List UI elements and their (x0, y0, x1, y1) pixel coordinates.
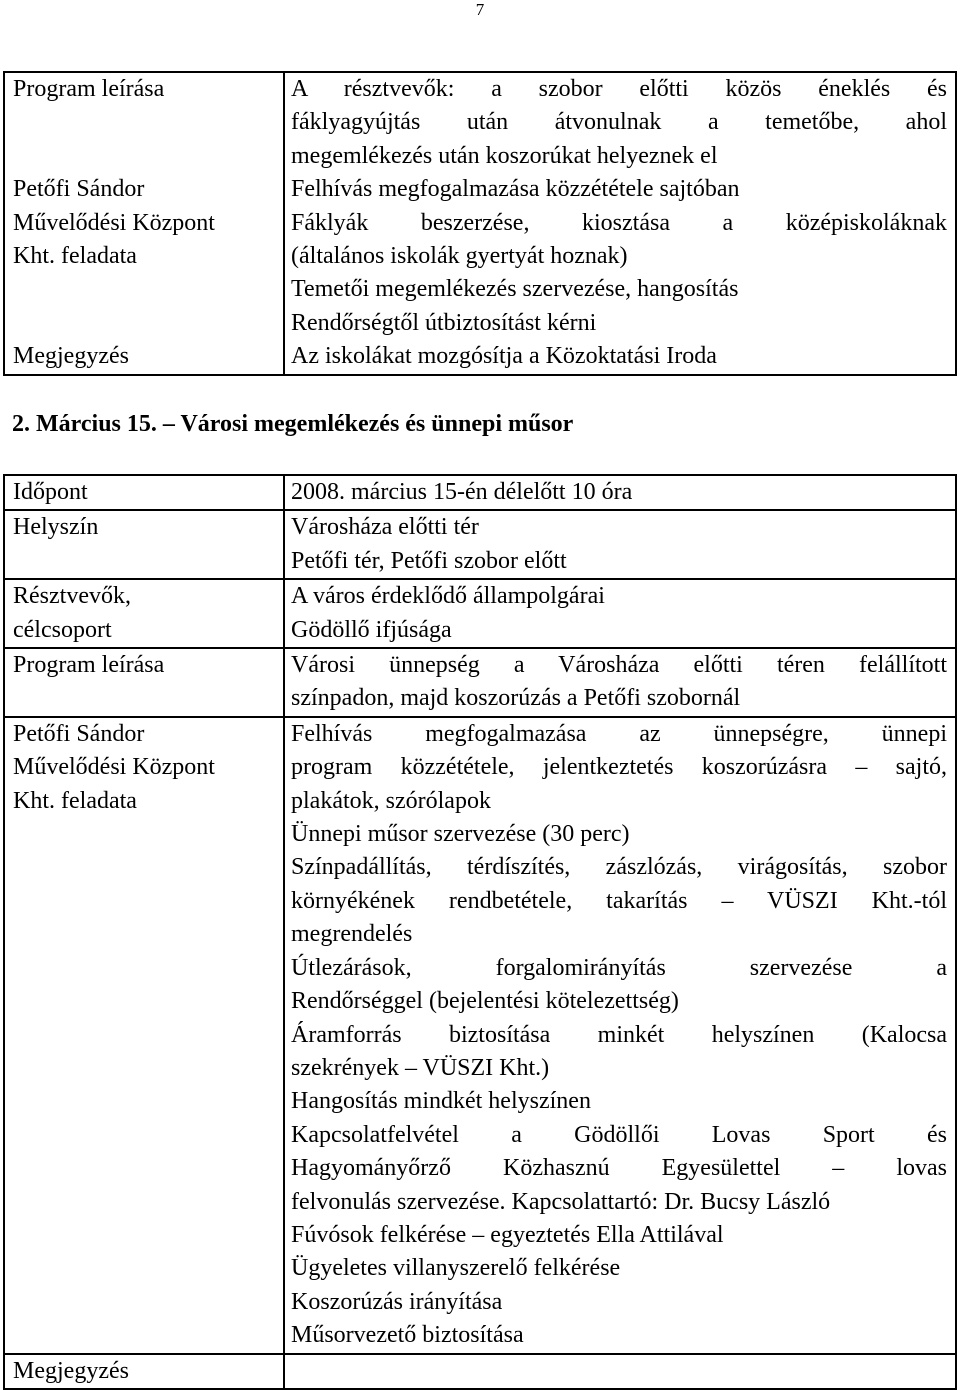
table-row (4, 475, 956, 510)
table-row (4, 72, 956, 375)
label-line: célcsoport (13, 616, 112, 643)
value-line: Ügyeletes villanyszerelő felkérése (291, 1255, 621, 1282)
row-value-cell (284, 1354, 956, 1389)
value-line: 2008. március 15-én délelőtt 10 óra (291, 479, 633, 505)
value-line: Az iskolákat mozgósítja a Közoktatási Iroda (291, 343, 717, 370)
row-value-cell (284, 72, 956, 375)
value-line: megemlékezés után koszorúkat helyeznek el (291, 142, 718, 169)
label-line: Megjegyzés (13, 343, 129, 370)
row-label-cell (4, 510, 284, 579)
value-line: környékének rendbetétele, takarítás – VÜSZI Kht.-tól (291, 887, 947, 914)
value-line: megrendelés (291, 921, 413, 948)
label-line: Petőfi Sándor (13, 720, 145, 747)
row-label-cell (4, 1354, 284, 1389)
section-dash: – (162, 411, 175, 437)
value-line: Útlezárások, forgalomirányítás szervezése a (291, 954, 947, 981)
row-label-cell (4, 648, 284, 717)
label-line (13, 106, 283, 139)
label-line: Helyszín (13, 514, 99, 541)
table-row (4, 717, 956, 1354)
page-number: 7 (475, 0, 485, 19)
label-line: Kht. feladata (13, 787, 137, 814)
value-line: Felhívás megfogalmazása közzététele sajtóban (291, 176, 740, 203)
label-line (13, 307, 283, 340)
value-line: Koszorúzás irányítása (291, 1288, 503, 1315)
value-line: Fáklyák beszerzése, kiosztása a középiskoláknak (291, 209, 947, 236)
label-line (13, 140, 283, 173)
label-line: Petőfi Sándor (13, 176, 145, 203)
value-line: fáklyagyújtás után átvonulnak a temetőbe, ahol (291, 109, 947, 136)
value-line: szekrények – VÜSZI Kht.) (291, 1054, 550, 1081)
value-line: Színpadállítás, térdíszítés, zászlózás, virágosítás, szobor (291, 854, 947, 881)
row-value-cell (284, 510, 956, 579)
label-line: Program leírása (13, 652, 165, 679)
row-label-cell (4, 717, 284, 1354)
value-line: Műsorvezető biztosítása (291, 1322, 524, 1349)
value-line: Fúvósok felkérése – egyeztetés Ella Attilával (291, 1221, 724, 1248)
value-line: Temetői megemlékezés szervezése, hangosítás (291, 276, 739, 303)
table-row (4, 579, 956, 648)
row-value-cell (284, 717, 956, 1354)
value-line: Gödöllő ifjúsága (291, 616, 452, 643)
program-table-1 (3, 71, 957, 376)
value-line: Petőfi tér, Petőfi szobor előtt (291, 547, 567, 574)
label-line: Program leírása (13, 76, 165, 102)
section-date: Március 15. (36, 411, 157, 437)
value-line: Városháza előtti tér (291, 514, 479, 541)
label-line (13, 273, 283, 306)
label-line: Megjegyzés (13, 1357, 129, 1384)
value-line: A város érdeklődő állampolgárai (291, 583, 605, 610)
row-value-cell (284, 475, 956, 510)
table-row (4, 1354, 956, 1389)
value-line (291, 1355, 947, 1388)
value-line: Rendőrségtől útbiztosítást kérni (291, 309, 597, 336)
row-label-cell (4, 579, 284, 648)
section-title: Városi megemlékezés és ünnepi műsor (180, 411, 574, 437)
value-line: Ünnepi műsor szervezése (30 perc) (291, 821, 630, 848)
label-line: Kht. feladata (13, 243, 137, 270)
label-line: Időpont (13, 479, 88, 505)
value-line: színpadon, majd koszorúzás a Petőfi szobornál (291, 685, 741, 712)
value-line: (általános iskolák gyertyát hoznak) (291, 243, 628, 270)
value-line: Hangosítás mindkét helyszínen (291, 1088, 591, 1115)
row-value-cell (284, 648, 956, 717)
row-value-cell (284, 579, 956, 648)
value-line: plakátok, szórólapok (291, 787, 491, 814)
value-line: A résztvevők: a szobor előtti közös éneklés és (291, 76, 947, 102)
section-number: 2. (12, 411, 30, 437)
value-line: Felhívás megfogalmazása az ünnepségre, ünnepi (291, 720, 947, 747)
value-line: Városi ünnepség a Városháza előtti téren felállított (291, 652, 947, 679)
label-line: Művelődési Központ (13, 754, 215, 781)
value-line: Kapcsolatfelvétel a Gödöllői Lovas Sport és (291, 1121, 947, 1148)
label-line: Résztvevők, (13, 583, 131, 610)
value-line: Hagyományőrző Közhasznú Egyesülettel – lovas (291, 1155, 947, 1182)
value-line: Rendőrséggel (bejelentési kötelezettség) (291, 988, 679, 1015)
section-heading (12, 407, 573, 441)
label-line: Művelődési Központ (13, 209, 215, 236)
program-table-2 (3, 474, 957, 1390)
value-line: felvonulás szervezése. Kapcsolattartó: Dr. Bucsy László (291, 1188, 831, 1215)
table-row (4, 648, 956, 717)
value-line: Áramforrás biztosítása minkét helyszínen (Kalocsa (291, 1021, 947, 1048)
row-label-cell (4, 72, 284, 375)
value-line: program közzététele, jelentkeztetés koszorúzásra – sajtó, (291, 754, 947, 781)
row-label-cell (4, 475, 284, 510)
table-row (4, 510, 956, 579)
